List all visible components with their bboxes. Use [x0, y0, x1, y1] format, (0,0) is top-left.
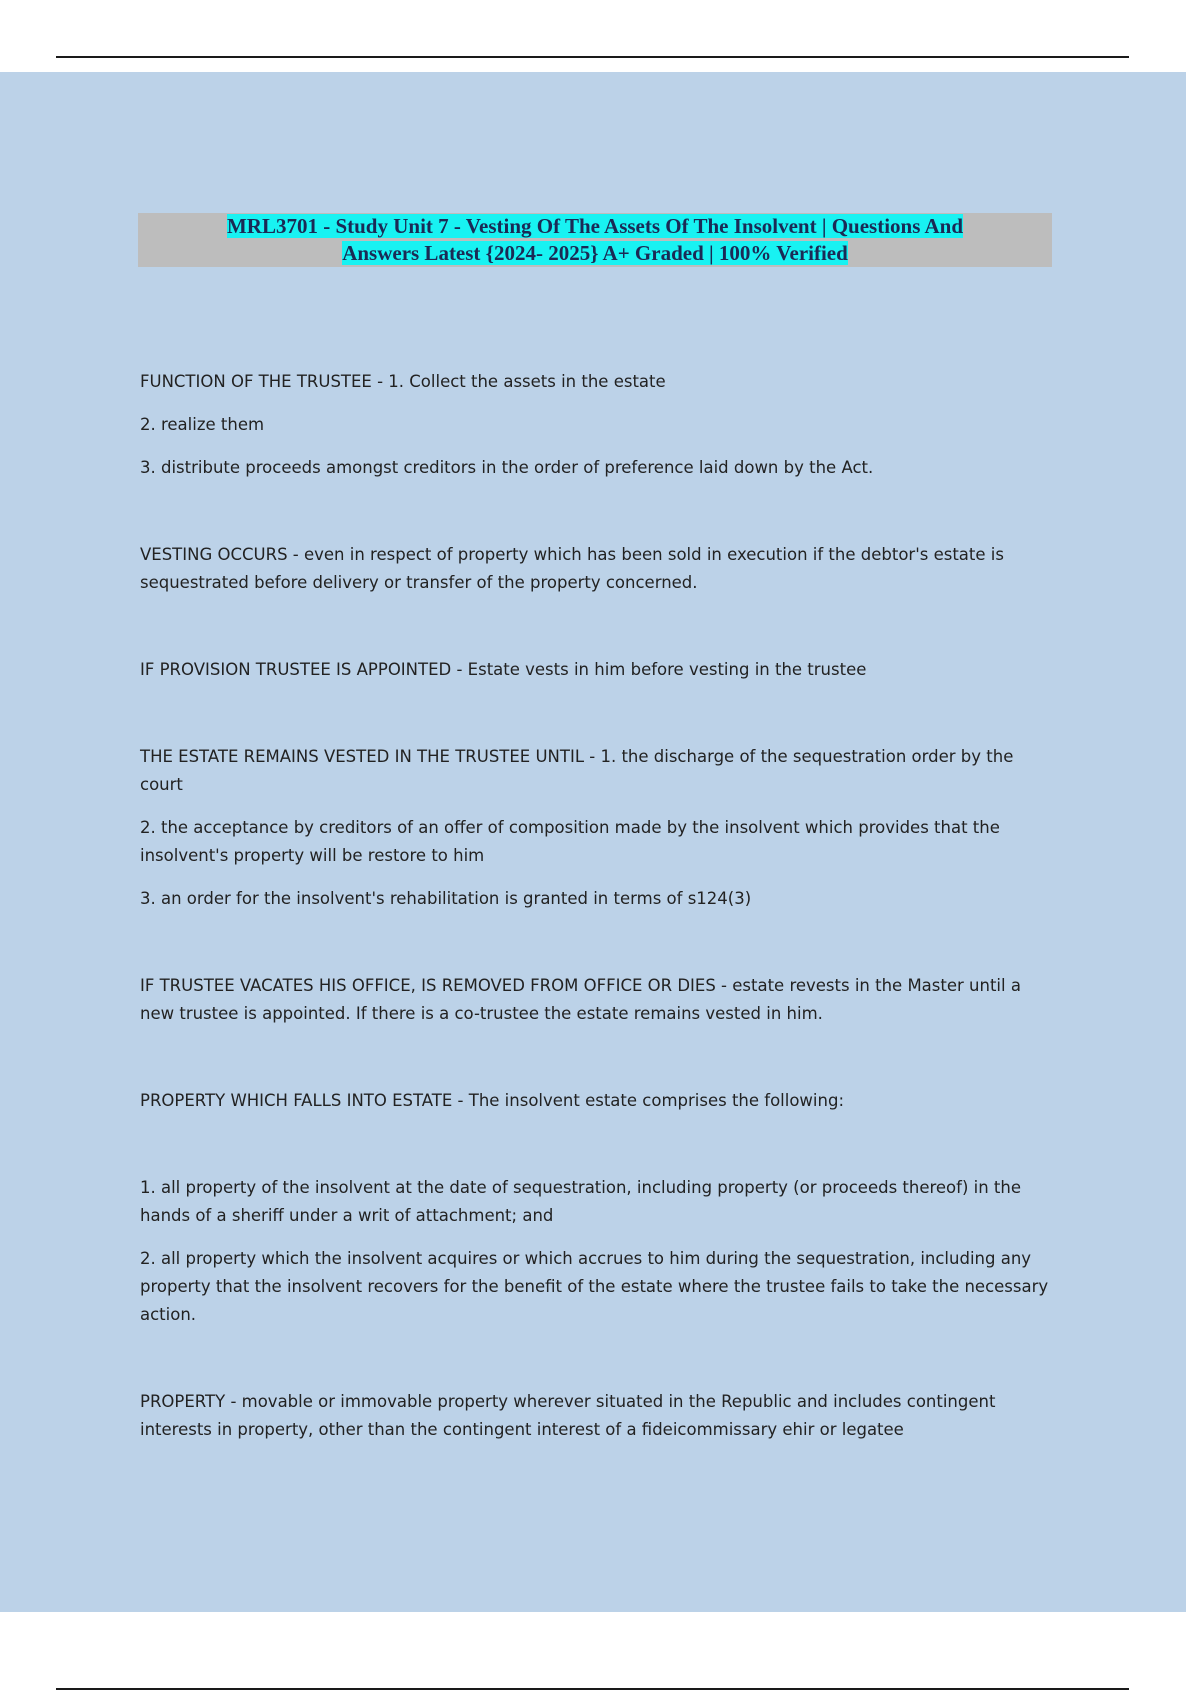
- paragraph: VESTING OCCURS - even in respect of property which has been sold in execution if the debtor's estate is sequestrated before delivery or transfer of the property concerned.: [140, 545, 1004, 592]
- paragraph: 2. all property which the insolvent acquires or which accrues to him during the sequestration, including any property that the insolvent recovers for the benefit of the estate where the trustee fails to take the necessary action.: [140, 1249, 1049, 1324]
- document-page: [0, 72, 1186, 1612]
- paragraph: 2. the acceptance by creditors of an offer of composition made by the insolvent which provides that the insolvent's property will be restore to him: [140, 818, 1000, 865]
- paragraph: IF TRUSTEE VACATES HIS OFFICE, IS REMOVED FROM OFFICE OR DIES - estate revests in the Master until a new trustee is appointed. If there is a co-trustee the estate remains vested in him.: [140, 976, 1021, 1023]
- paragraph: 3. distribute proceeds amongst creditors in the order of preference laid down by the Act.: [140, 458, 874, 477]
- bottom-rule: [56, 1688, 1129, 1690]
- document-title: [138, 213, 1052, 267]
- paragraph: 3. an order for the insolvent's rehabilitation is granted in terms of s124(3): [140, 889, 752, 908]
- paragraph: IF PROVISION TRUSTEE IS APPOINTED - Estate vests in him before vesting in the trustee: [140, 660, 867, 679]
- paragraph: 2. realize them: [140, 415, 265, 434]
- paragraph: FUNCTION OF THE TRUSTEE - 1. Collect the assets in the estate: [140, 372, 666, 391]
- title-line-2: Answers Latest {2024- 2025} A+ Graded | 100% Verified: [342, 241, 848, 265]
- document-body: [140, 368, 1060, 1459]
- top-rule: [56, 56, 1129, 58]
- paragraph: THE ESTATE REMAINS VESTED IN THE TRUSTEE UNTIL - 1. the discharge of the sequestration order by the court: [140, 747, 1014, 794]
- title-line-1: MRL3701 - Study Unit 7 - Vesting Of The Assets Of The Insolvent | Questions And: [226, 214, 964, 238]
- paragraph: PROPERTY WHICH FALLS INTO ESTATE - The insolvent estate comprises the following:: [140, 1091, 845, 1110]
- paragraph: 1. all property of the insolvent at the date of sequestration, including property (or proceeds thereof) in the hands of a sheriff under a writ of attachment; and: [140, 1178, 1022, 1225]
- paragraph: PROPERTY - movable or immovable property wherever situated in the Republic and includes contingent interests in property, other than the contingent interest of a fideicommissary ehir or legatee: [140, 1392, 996, 1439]
